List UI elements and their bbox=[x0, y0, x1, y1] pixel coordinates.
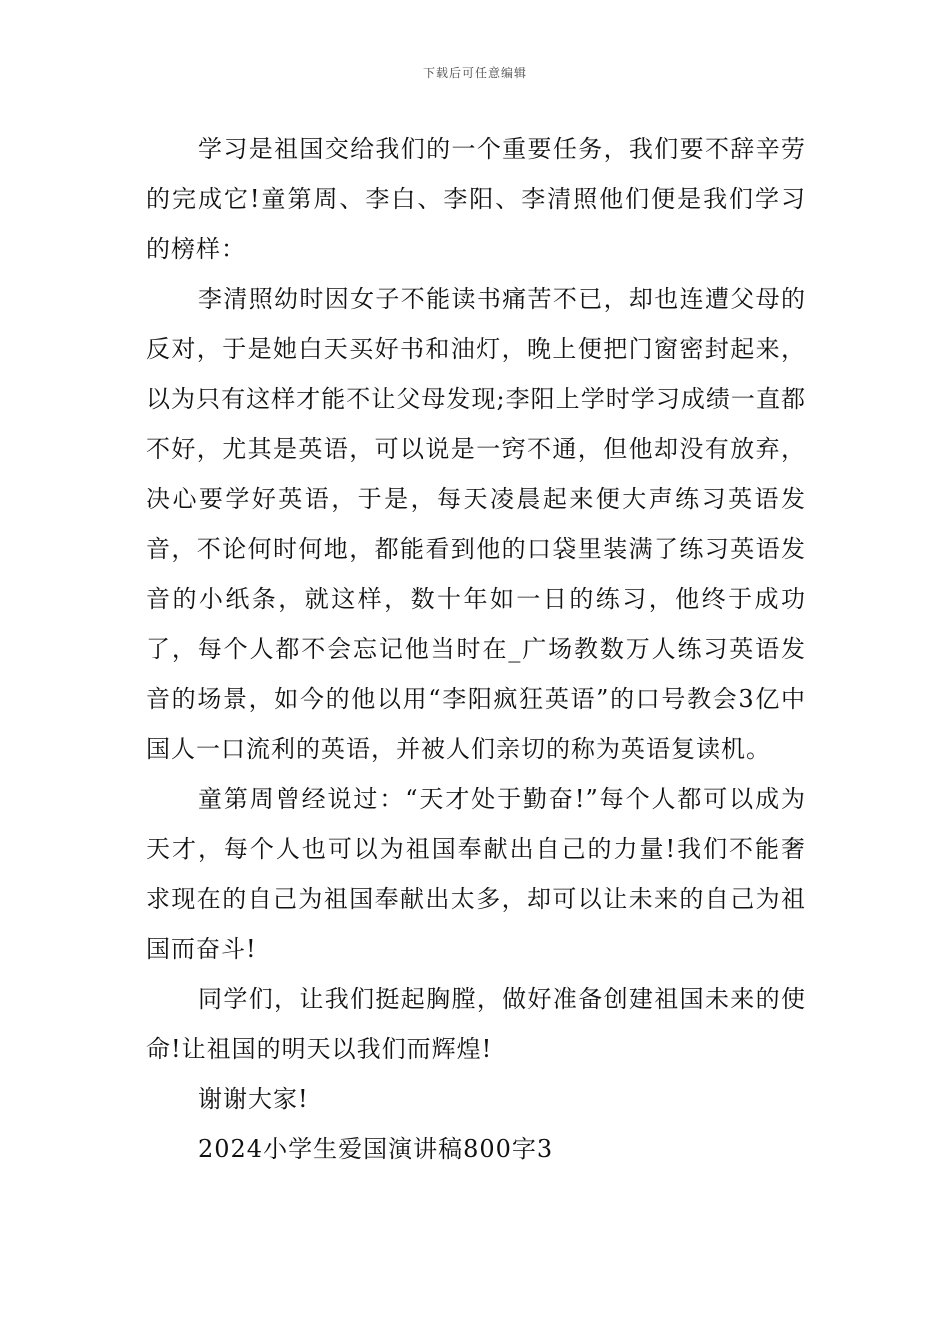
paragraph-2: 李清照幼时因女子不能读书痛苦不已，却也连遭父母的反对，于是她白天买好书和油灯，晚上便把门窗密封起来，以为只有这样才能不让父母发现;李阳上学时学习成绩一直都不好，尤其是英语，可以说是一窍不通，但他却没有放弃，决心要学好英语，于是，每天凌晨起来便大声练习英语发音，不论何时何地，都能看到他的口袋里装满了练习英语发音的小纸条，就这样，数十年如一日的练习，他终于成功了，每个人都不会忘记他当时在_广场教数万人练习英语发音的场景，如今的他以用“李阳疯狂英语”的口号教会3亿中国人一口流利的英语，并被人们亲切的称为英语复读机。 bbox=[146, 285, 806, 763]
paragraph-5: 谢谢大家! bbox=[198, 1085, 309, 1113]
document-body bbox=[146, 124, 806, 1174]
section-heading: 2024小学生爱国演讲稿800字3 bbox=[198, 1135, 554, 1163]
paragraph-4: 同学们，让我们挺起胸膛，做好准备创建祖国未来的使命!让祖国的明天以我们而辉煌! bbox=[146, 985, 806, 1063]
page-header: 下载后可任意编辑 bbox=[422, 66, 527, 80]
paragraph-1: 学习是祖国交给我们的一个重要任务，我们要不辞辛劳的完成它!童第周、李白、李阳、李清照他们便是我们学习的榜样： bbox=[146, 135, 806, 263]
paragraph-3: 童第周曾经说过：“天才处于勤奋!”每个人都可以成为天才，每个人也可以为祖国奉献出自己的力量!我们不能奢求现在的自己为祖国奉献出太多，却可以让未来的自己为祖国而奋斗! bbox=[146, 785, 806, 963]
